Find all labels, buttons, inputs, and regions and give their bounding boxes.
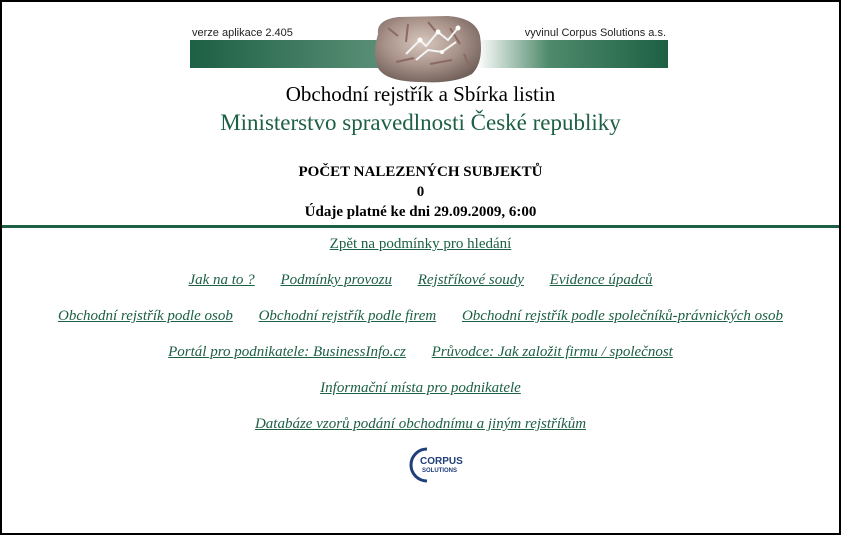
how-to-link[interactable]: Jak na to ? bbox=[188, 272, 255, 288]
filing-templates-link[interactable]: Databáze vzorů podání obchodnímu a jiným rejstříkům bbox=[254, 416, 587, 432]
registry-by-partner-link[interactable]: Obchodní rejstřík podle společníků-právnických osob bbox=[461, 308, 783, 324]
result-count: 0 bbox=[416, 184, 425, 200]
logo-line1: CORPUS bbox=[420, 456, 463, 467]
back-to-search-link[interactable]: Zpět na podmínky pro hledání bbox=[329, 236, 512, 252]
registry-courts-link[interactable]: Rejstříkové soudy bbox=[417, 272, 524, 288]
business-links-row bbox=[2, 344, 839, 361]
corpus-solutions-logo bbox=[408, 447, 478, 483]
info-points-link[interactable]: Informační místa pro podnikatele bbox=[320, 380, 521, 396]
page-title: Obchodní rejstřík a Sbírka listin bbox=[285, 82, 556, 106]
registry-links-row bbox=[2, 308, 839, 325]
templates-row bbox=[2, 416, 839, 433]
registry-by-company-link[interactable]: Obchodní rejstřík podle firem bbox=[258, 308, 437, 324]
company-guide-link[interactable]: Průvodce: Jak založit firmu / společnost bbox=[431, 344, 673, 360]
stone-emblem-icon bbox=[368, 14, 486, 84]
ministry-title: Ministerstvo spravedlnosti České republiky bbox=[220, 110, 621, 135]
header-banner bbox=[190, 22, 668, 69]
insolvency-link[interactable]: Evidence úpadců bbox=[549, 272, 653, 288]
vendor-credit: vyvinul Corpus Solutions a.s. bbox=[524, 27, 666, 39]
info-points-row bbox=[2, 380, 839, 397]
result-heading: POČET NALEZENÝCH SUBJEKTŮ bbox=[298, 164, 543, 180]
divider bbox=[2, 225, 839, 228]
terms-link[interactable]: Podmínky provozu bbox=[280, 272, 392, 288]
registry-by-person-link[interactable]: Obchodní rejstřík podle osob bbox=[58, 308, 233, 324]
businessinfo-link[interactable]: Portál pro podnikatele: BusinessInfo.cz bbox=[168, 344, 406, 360]
data-validity: Údaje platné ke dni 29.09.2009, 6:00 bbox=[304, 204, 537, 220]
result-summary bbox=[2, 162, 839, 222]
back-link-row bbox=[2, 236, 839, 253]
app-version: verze aplikace 2.405 bbox=[192, 27, 293, 39]
info-links-row bbox=[2, 272, 839, 289]
logo-line2: SOLUTIONS bbox=[422, 468, 458, 474]
